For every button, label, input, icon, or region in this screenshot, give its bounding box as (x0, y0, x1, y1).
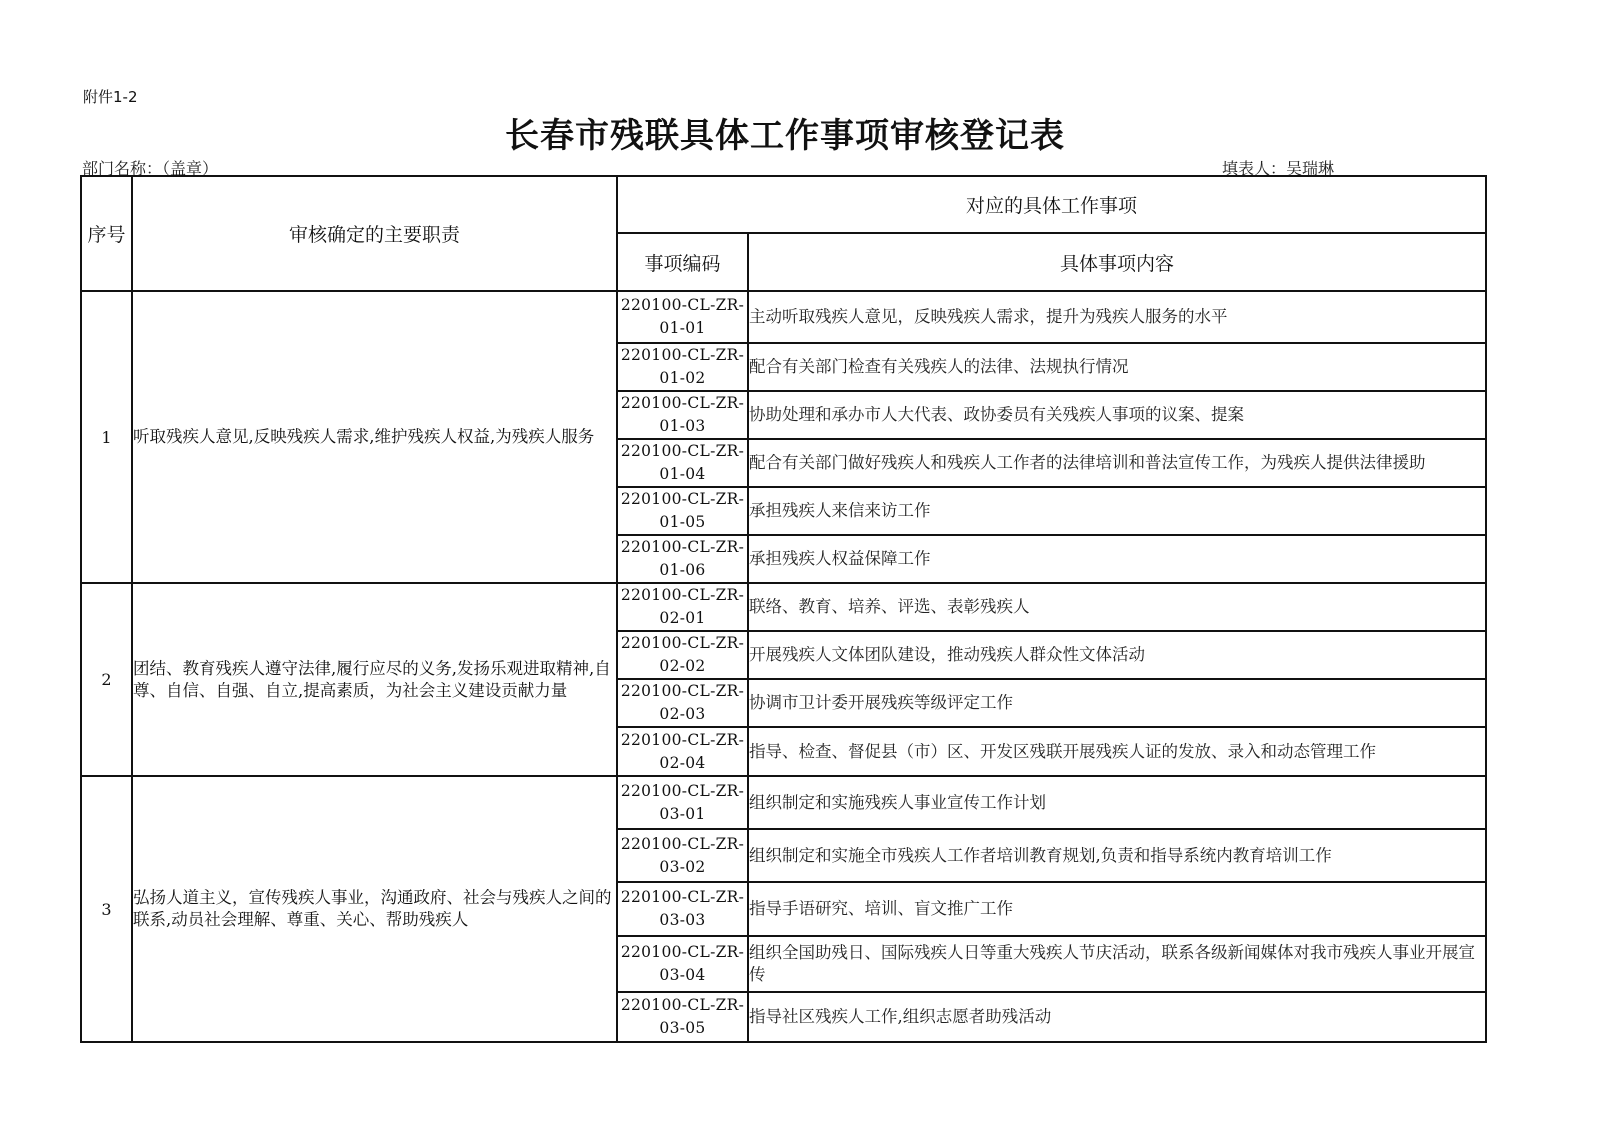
header-duty: 审核确定的主要职责 (132, 176, 617, 291)
item-code-suffix: 02-02 (659, 657, 706, 675)
header-work-items: 对应的具体工作事项 (617, 176, 1486, 233)
item-code-cell (617, 727, 748, 776)
item-code-cell (617, 679, 748, 727)
duty-cell: 听取残疾人意见,反映残疾人需求,维护残疾人权益,为残疾人服务 (132, 291, 617, 583)
item-code-cell (617, 829, 748, 882)
header-item-content: 具体事项内容 (748, 233, 1486, 291)
item-code-cell (617, 882, 748, 936)
item-code-cell (617, 631, 748, 679)
item-code-prefix: 220100-CL-ZR- (620, 442, 745, 460)
item-content-cell: 指导、检查、督促县（市）区、开发区残联开展残疾人证的发放、录入和动态管理工作 (748, 727, 1486, 776)
table-row (81, 291, 1486, 343)
header-item-code: 事项编码 (617, 233, 748, 291)
item-code-suffix: 03-05 (659, 1019, 706, 1037)
item-code-suffix: 01-02 (659, 369, 706, 387)
item-code-cell (617, 776, 748, 829)
item-code-suffix: 01-04 (659, 465, 706, 483)
duty-cell: 弘扬人道主义，宣传残疾人事业，沟通政府、社会与残疾人之间的联系,动员社会理解、尊重、关心、帮助残疾人 (132, 776, 617, 1042)
form-filler-label: 填表人：吴瑞琳 (1222, 159, 1335, 178)
item-content-cell: 协助处理和承办市人大代表、政协委员有关残疾人事项的议案、提案 (748, 391, 1486, 439)
item-code-cell (617, 439, 748, 487)
table-row (81, 776, 1486, 829)
item-code-prefix: 220100-CL-ZR- (620, 394, 745, 412)
item-code-prefix: 220100-CL-ZR- (620, 490, 745, 508)
item-code-suffix: 02-04 (659, 753, 706, 772)
item-code-suffix: 02-03 (659, 705, 706, 723)
table-body (81, 291, 1486, 1042)
item-code-prefix: 220100-CL-ZR- (620, 943, 745, 961)
item-content-cell: 组织全国助残日、国际残疾人日等重大残疾人节庆活动，联系各级新闻媒体对我市残疾人事业开展宣传 (748, 936, 1486, 992)
item-code-cell (617, 535, 748, 583)
seq-cell: 2 (81, 583, 132, 776)
item-code-suffix: 03-03 (659, 911, 706, 929)
item-code-suffix: 01-06 (659, 561, 706, 579)
item-code-suffix: 01-03 (659, 417, 706, 435)
item-code-prefix: 220100-CL-ZR- (620, 730, 745, 749)
item-code-prefix: 220100-CL-ZR- (620, 781, 745, 800)
item-code-suffix: 03-01 (659, 804, 706, 823)
item-content-cell: 协调市卫计委开展残疾等级评定工作 (748, 679, 1486, 727)
item-content-cell: 组织制定和实施全市残疾人工作者培训教育规划,负责和指导系统内教育培训工作 (748, 829, 1486, 882)
table-row (81, 583, 1486, 631)
item-code-prefix: 220100-CL-ZR- (620, 634, 745, 652)
department-name-label: 部门名称：（盖章） (82, 159, 219, 178)
seq-cell: 3 (81, 776, 132, 1042)
item-code-cell (617, 936, 748, 992)
header-seq: 序号 (81, 176, 132, 291)
item-code-cell (617, 487, 748, 535)
registration-table (80, 175, 1487, 1043)
duty-cell: 团结、教育残疾人遵守法律,履行应尽的义务,发扬乐观进取精神,自尊、自信、自强、自立,提高素质，为社会主义建设贡献力量 (132, 583, 617, 776)
seq-cell: 1 (81, 291, 132, 583)
item-code-prefix: 220100-CL-ZR- (620, 996, 745, 1014)
item-content-cell: 联络、教育、培养、评选、表彰残疾人 (748, 583, 1486, 631)
item-content-cell: 配合有关部门检查有关残疾人的法律、法规执行情况 (748, 343, 1486, 391)
item-code-cell (617, 992, 748, 1042)
item-code-suffix: 01-01 (659, 319, 706, 337)
item-content-cell: 开展残疾人文体团队建设，推动残疾人群众性文体活动 (748, 631, 1486, 679)
item-code-cell (617, 391, 748, 439)
item-code-prefix: 220100-CL-ZR- (620, 682, 745, 700)
item-code-cell (617, 583, 748, 631)
item-content-cell: 承担残疾人权益保障工作 (748, 535, 1486, 583)
item-code-suffix: 02-01 (659, 609, 706, 627)
item-content-cell: 组织制定和实施残疾人事业宣传工作计划 (748, 776, 1486, 829)
item-code-prefix: 220100-CL-ZR- (620, 538, 745, 556)
item-code-cell (617, 343, 748, 391)
item-code-suffix: 03-04 (659, 966, 706, 984)
item-code-prefix: 220100-CL-ZR- (620, 834, 745, 853)
item-code-suffix: 01-05 (659, 513, 706, 531)
item-content-cell: 指导手语研究、培训、盲文推广工作 (748, 882, 1486, 936)
item-code-prefix: 220100-CL-ZR- (620, 586, 745, 604)
item-content-cell: 配合有关部门做好残疾人和残疾人工作者的法律培训和普法宣传工作，为残疾人提供法律援助 (748, 439, 1486, 487)
page-title: 长春市残联具体工作事项审核登记表 (505, 116, 1065, 156)
item-code-suffix: 03-02 (659, 857, 706, 876)
attachment-label: 附件1-2 (83, 88, 138, 106)
item-code-prefix: 220100-CL-ZR- (620, 888, 745, 906)
item-content-cell: 指导社区残疾人工作,组织志愿者助残活动 (748, 992, 1486, 1042)
item-content-cell: 主动听取残疾人意见，反映残疾人需求，提升为残疾人服务的水平 (748, 291, 1486, 343)
item-code-prefix: 220100-CL-ZR- (620, 296, 745, 314)
item-content-cell: 承担残疾人来信来访工作 (748, 487, 1486, 535)
item-code-cell (617, 291, 748, 343)
item-code-prefix: 220100-CL-ZR- (620, 346, 745, 364)
